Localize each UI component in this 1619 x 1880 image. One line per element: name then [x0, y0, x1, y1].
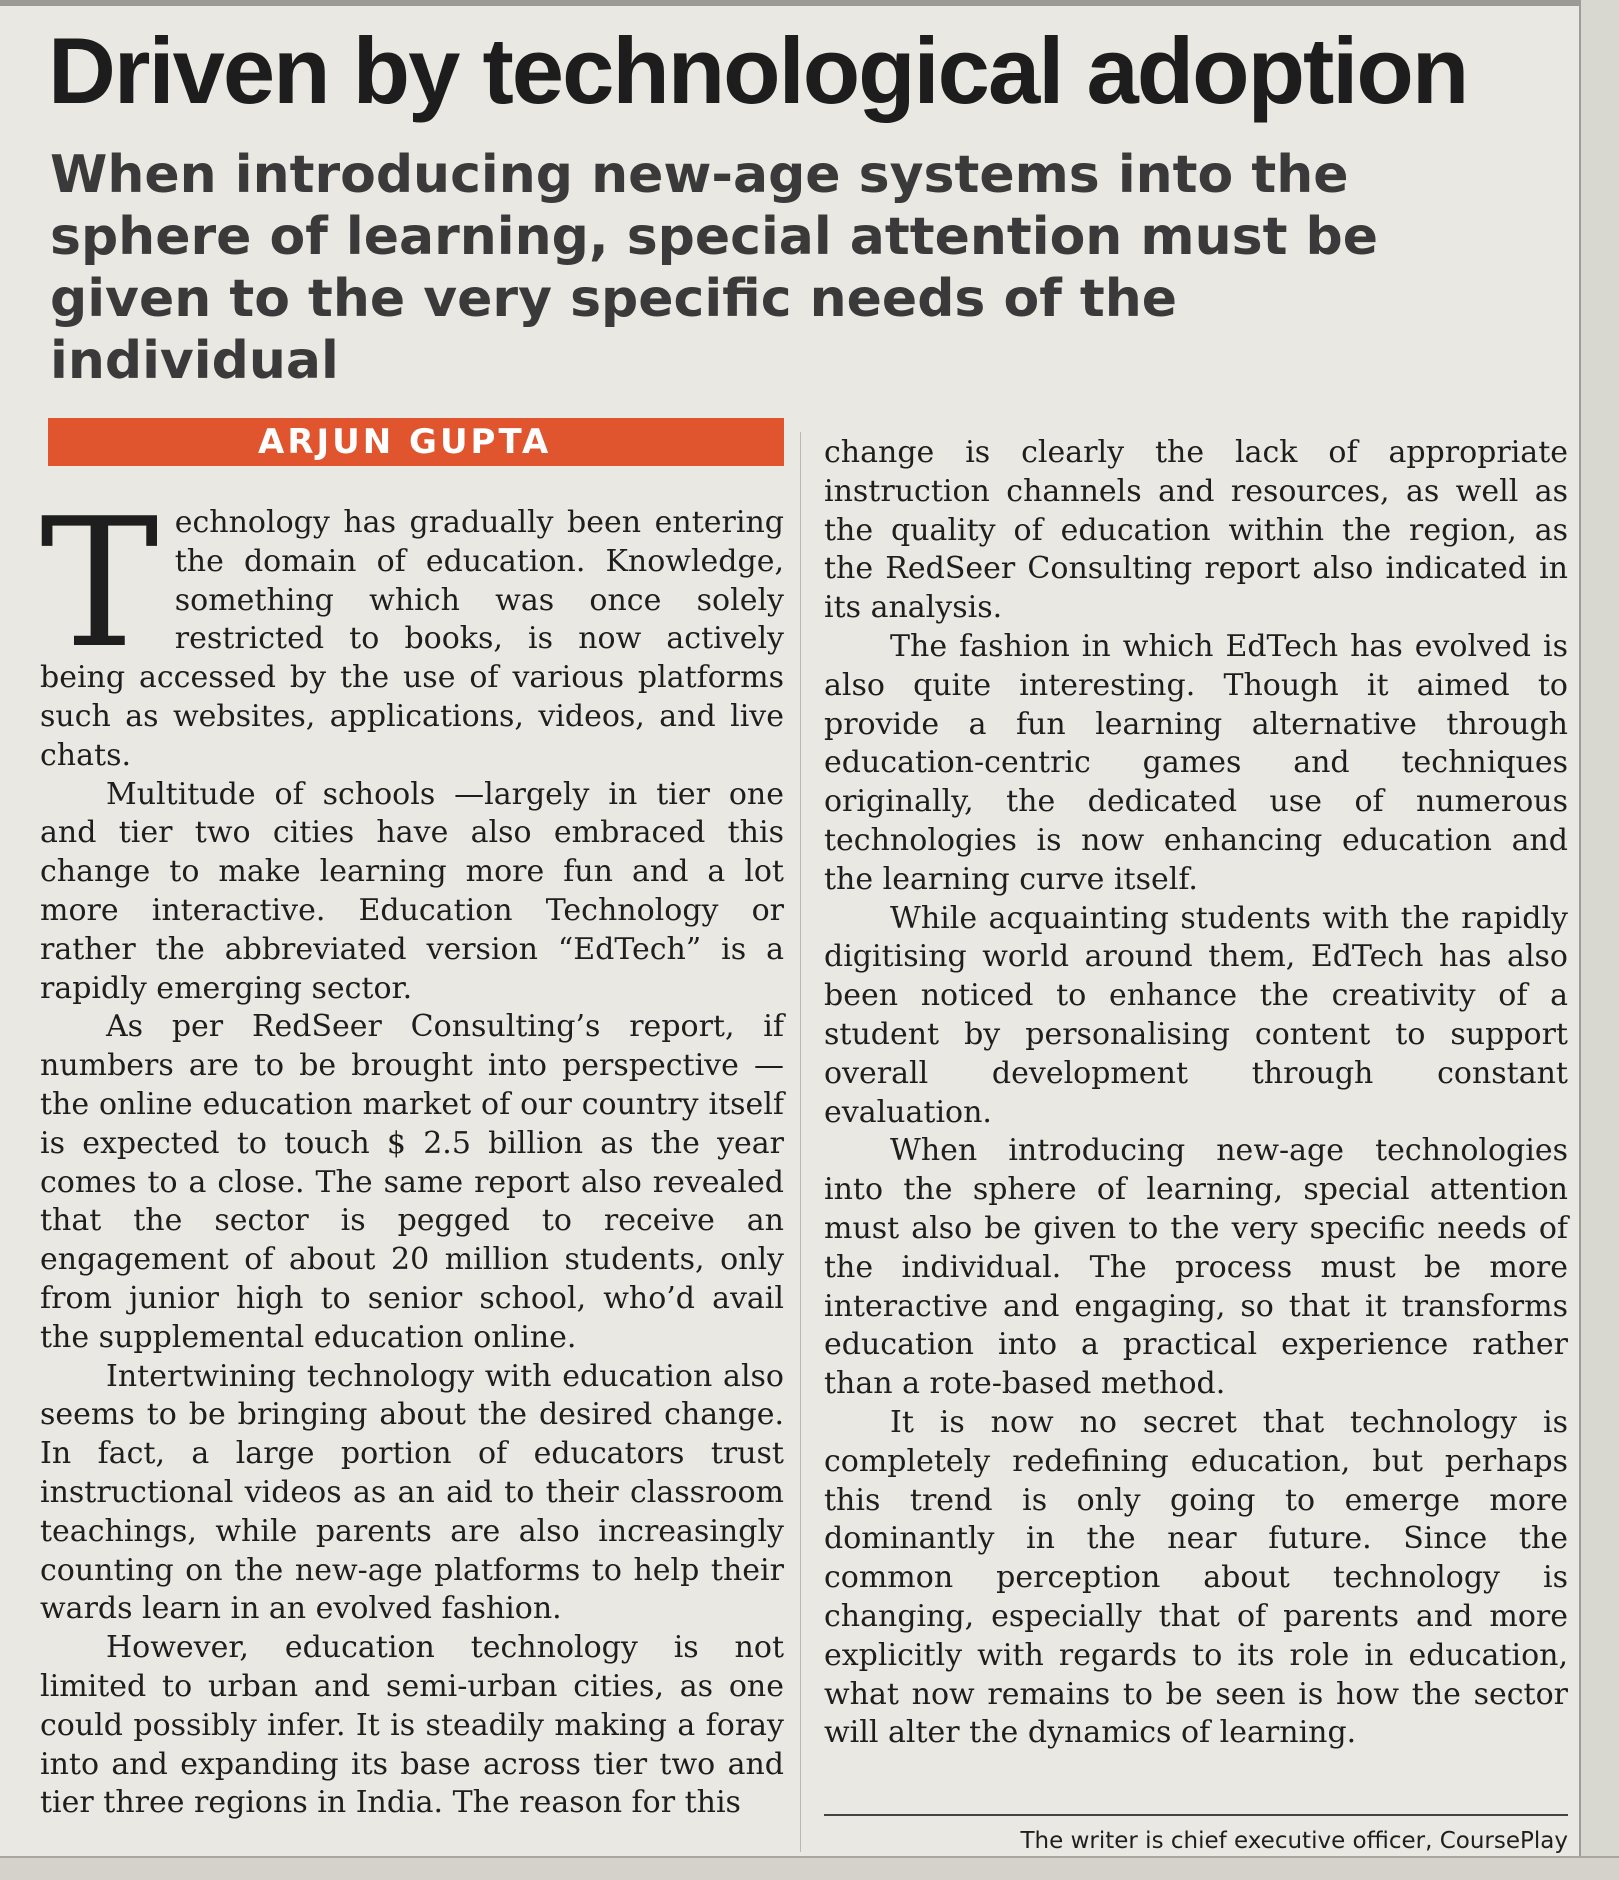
article: [28, 12, 1576, 1862]
paragraph-5: However, education technology is not limited to urban and semi-urban cities, as one could possibly infer. It is steadily making a foray into and expanding its base across tier two and tier three regions in India. The reason for this: [40, 1630, 784, 1821]
bottom-page-edge: [0, 1856, 1619, 1880]
paragraph-7: While acquainting students with the rapidly digitising world around them, EdTech has also been noticed to enhance the creativity of a student by personalising content to support overall development through constant evaluation.: [824, 900, 1568, 1130]
author-signature: The writer is chief executive officer, CoursePlay: [1020, 1828, 1568, 1854]
paragraph-3: As per RedSeer Consulting’s report, if numbers are to be brought into perspective — the online education market of our country itself is expected to touch $ 2.5 billion as the year comes to a close. The same report also revealed that the sector is pegged to receive an engagement of about 20 million students, only from junior high to senior school, who’d avail the supplemental education online.: [40, 1009, 784, 1355]
paragraph-5-continued: change is clearly the lack of appropriate instruction channels and resources, as well as the quality of education within the region, as the RedSeer Consulting report also indicated in its analysis.: [824, 435, 1568, 626]
paragraph-2: Multitude of schools —largely in tier one and tier two cities have also embraced this change to make learning more fun and a lot more interactive. Education Technology or rather the abbreviated version “EdTech” is a rapidly emerging sector.: [40, 776, 784, 1006]
paragraph-6: The fashion in which EdTech has evolved is also quite interesting. Though it aimed to provide a fun learning alternative through education-centric games and techniques originally, the dedicated use of numerous technologies is now enhancing education and the learning curve itself.: [824, 628, 1568, 897]
signature-rule: [824, 1814, 1568, 1816]
adjacent-page-edge: [1579, 0, 1619, 1880]
paragraph-1: [40, 480, 784, 776]
right-column: [824, 434, 1568, 1753]
paragraph-9: It is now no secret that technology is completely redefining education, but perhaps this trend is only going to emerge more dominantly in the near future. Since the common perception about technology is changing, especially that of parents and more explicitly with regards to its role in education, what now remains to be seen is how the sector will alter the dynamics of learning.: [824, 1404, 1568, 1751]
drop-cap: T: [40, 480, 159, 687]
left-column: [40, 480, 784, 1823]
deck-subheadline: When introducing new-age systems into the sphere of learning, special attention must be given to the very specific needs of the individual: [50, 145, 1379, 391]
column-divider: [800, 432, 801, 1852]
paragraph-1-text: echnology has gradually been entering the domain of education. Knowledge, something which was once solely restricted to books, is now actively being accessed by the use of various platforms such as websites, applications, videos, and live chats.: [40, 505, 784, 773]
paragraph-4: Intertwining technology with education also seems to be bringing about the desired change. In fact, a large portion of educators trust instructional videos as an aid to their classroom teachings, while parents are also increasingly counting on the new-age platforms to help their wards learn in an evolved fashion.: [40, 1358, 784, 1627]
byline: ARJUN GUPTA: [258, 422, 552, 462]
top-rule: [0, 0, 1619, 6]
byline-bar: [48, 418, 784, 466]
headline: Driven by technological adoption: [48, 18, 1468, 123]
paragraph-8: When introducing new-age technologies into the sphere of learning, special attention must also be given to the very specific needs of the individual. The process must be more interactive and engaging, so that it transforms education into a practical experience rather than a rote-based method.: [824, 1133, 1568, 1402]
